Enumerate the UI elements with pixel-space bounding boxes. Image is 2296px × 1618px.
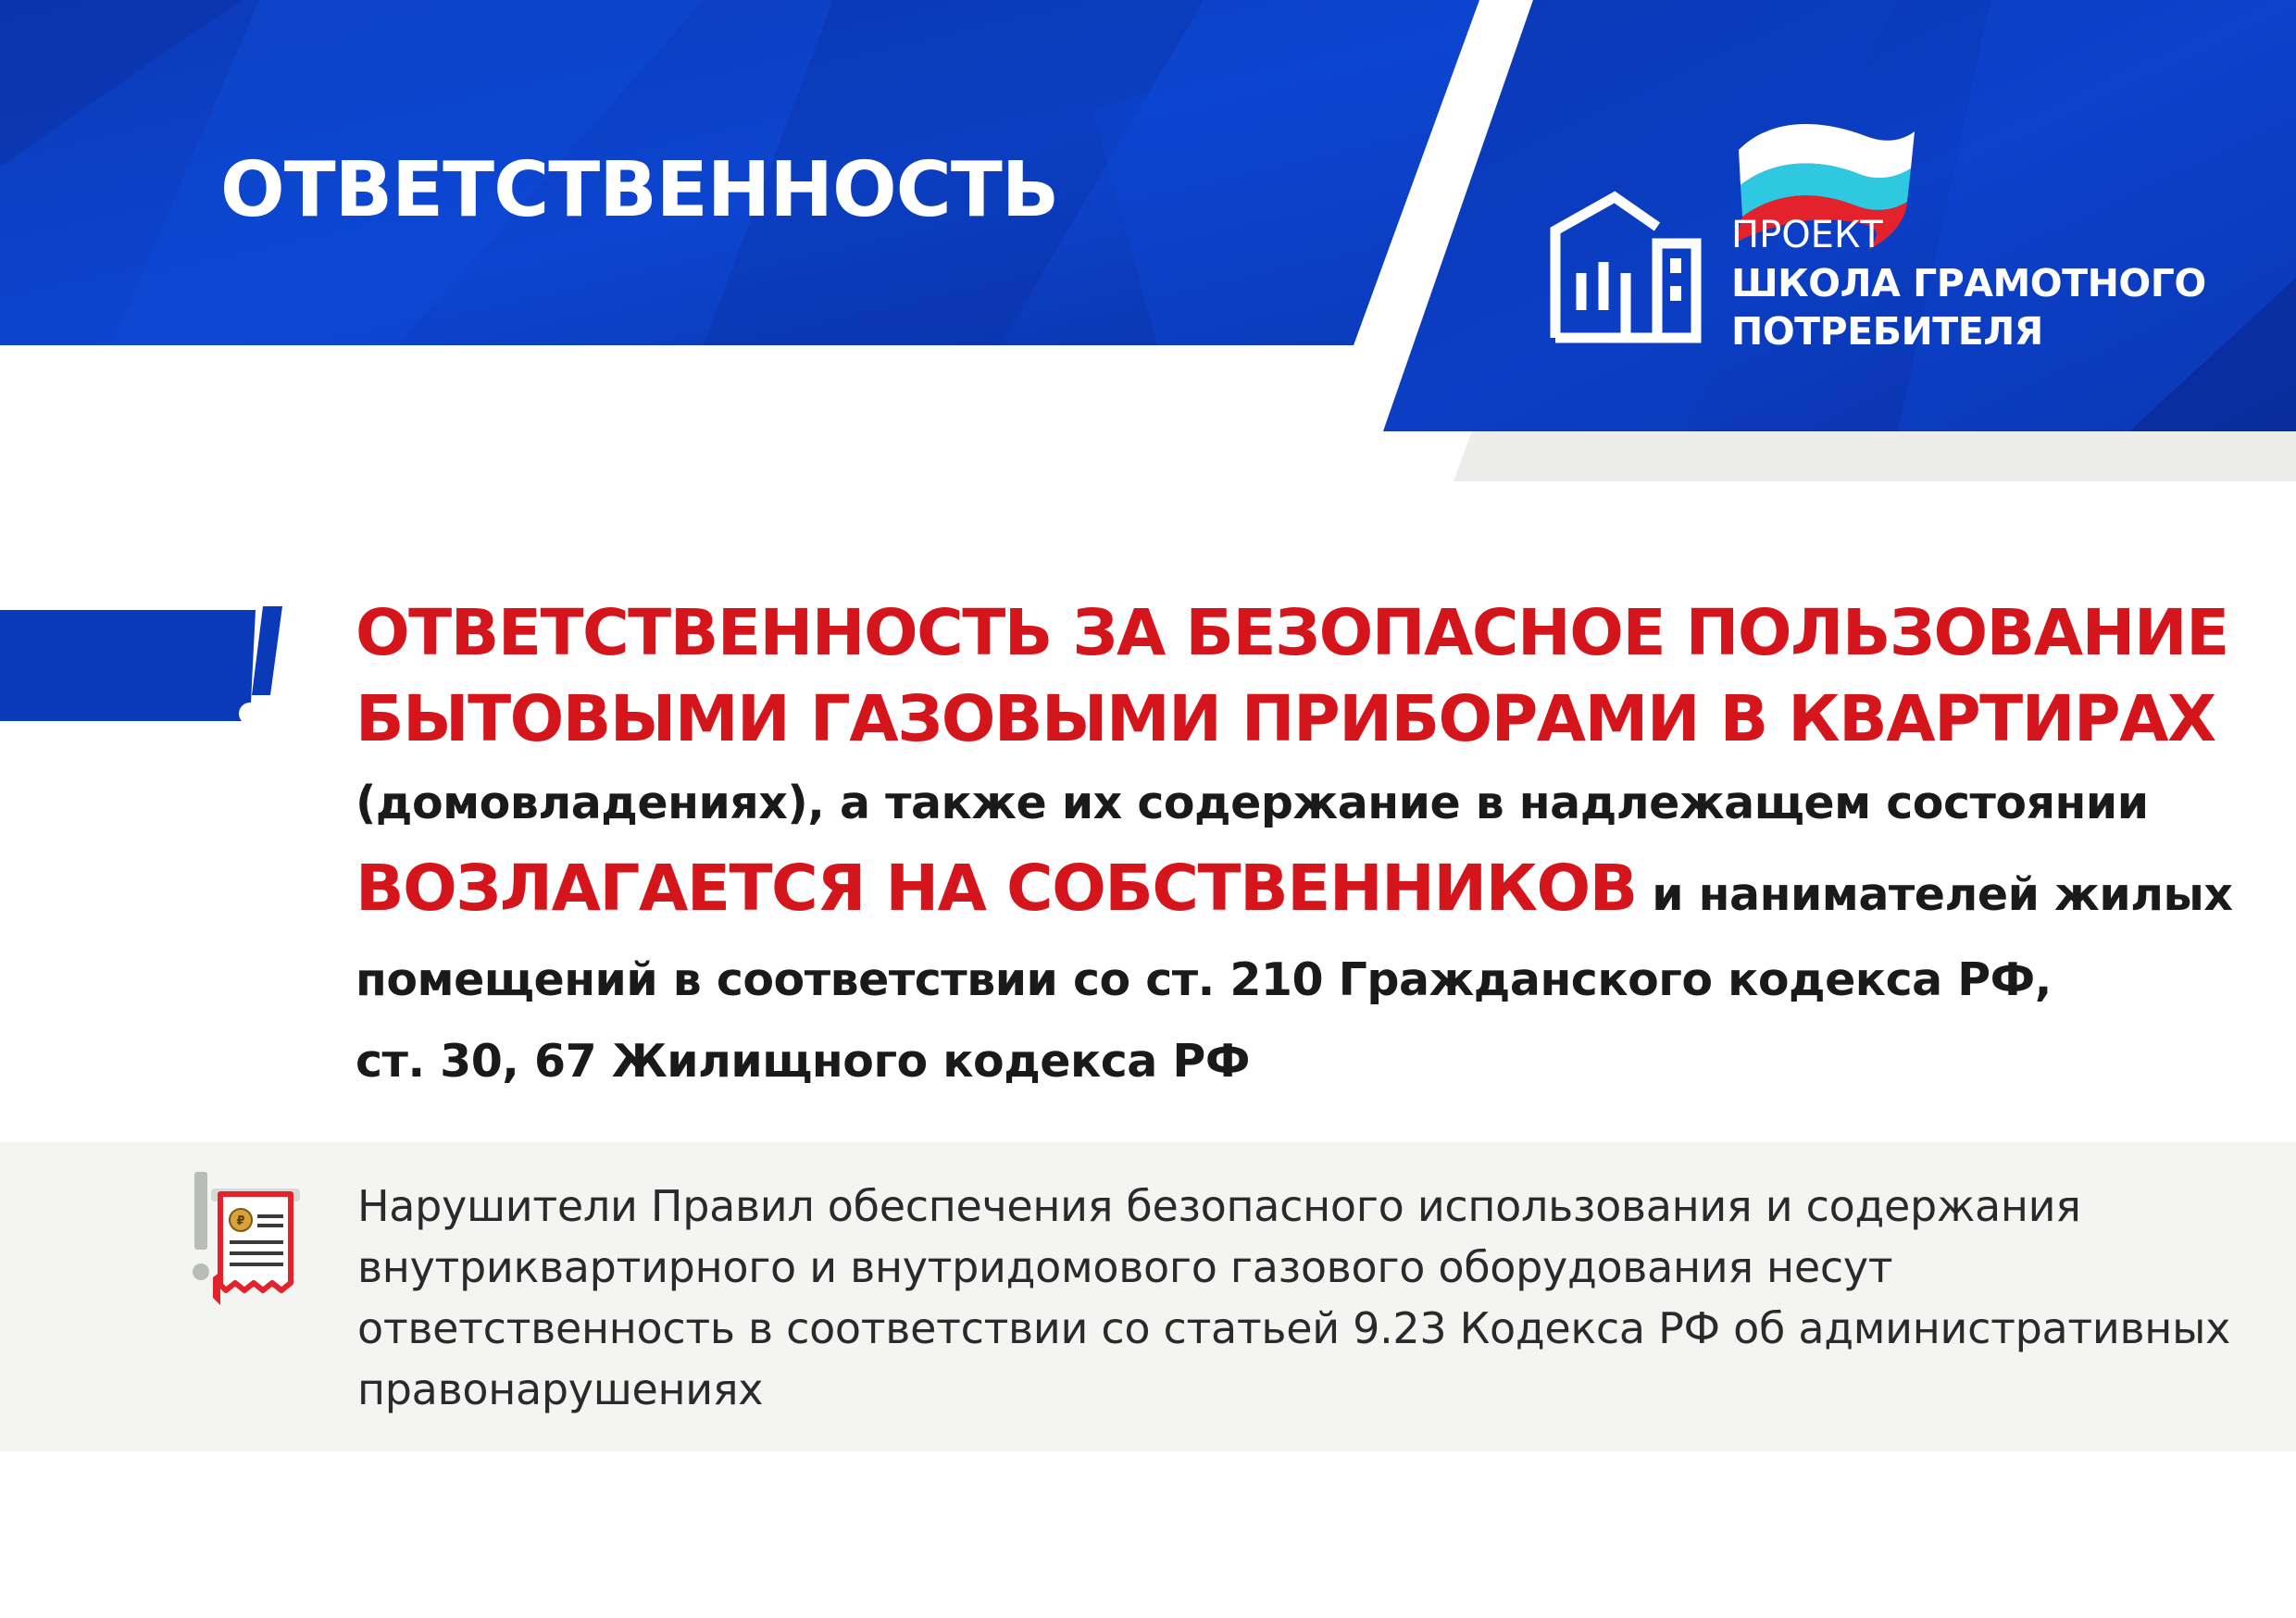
exclamation-icon (0, 606, 282, 725)
body-line-1: (домовладениях), а также их содержание в надлежащем состоянии (356, 777, 2149, 829)
note-line-3: ответственность в соответствии со статьей 9.23 Кодекса РФ об административных (357, 1303, 2231, 1353)
logo-line-school: ШКОЛА ГРАМОТНОГО (1731, 261, 2206, 305)
body-line-4: ст. 30, 67 Жилищного кодекса РФ (356, 1035, 1250, 1088)
violators-note (357, 1176, 2231, 1420)
note-line-2: внутриквартирного и внутридомового газового оборудования несут (357, 1242, 1893, 1292)
building-icon (1548, 190, 1703, 343)
logo-line-project: ПРОЕКТ (1731, 214, 1883, 256)
body-line-3: помещений в соответствии со ст. 210 Гражданского кодекса РФ, (356, 953, 2052, 1006)
body-line-2 (356, 844, 2244, 940)
page-title: ОТВЕТСТВЕННОСТЬ (220, 146, 1059, 234)
project-logo-text (1731, 211, 2206, 355)
body-line-2-rest: и нанимателей жилых (1636, 868, 2233, 921)
note-line-4: правонарушениях (357, 1364, 764, 1414)
fine-document-icon (193, 1168, 300, 1307)
svg-text:₽: ₽ (236, 1214, 245, 1228)
headline-line-2: БЫТОВЫМИ ГАЗОВЫМИ ПРИБОРАМИ В КВАРТИРАХ (356, 682, 2215, 756)
emphasis-text: ВОЗЛАГАЕТСЯ НА СОБСТВЕННИКОВ (356, 852, 1637, 926)
headline-line-1: ОТВЕТСТВЕННОСТЬ ЗА БЕЗОПАСНОЕ ПОЛЬЗОВАНИЕ (356, 596, 2228, 670)
main-statement (356, 591, 2244, 1102)
logo-line-consumer: ПОТРЕБИТЕЛЯ (1731, 309, 2043, 354)
note-line-1: Нарушители Правил обеспечения безопасного использования и содержания (357, 1181, 2081, 1231)
